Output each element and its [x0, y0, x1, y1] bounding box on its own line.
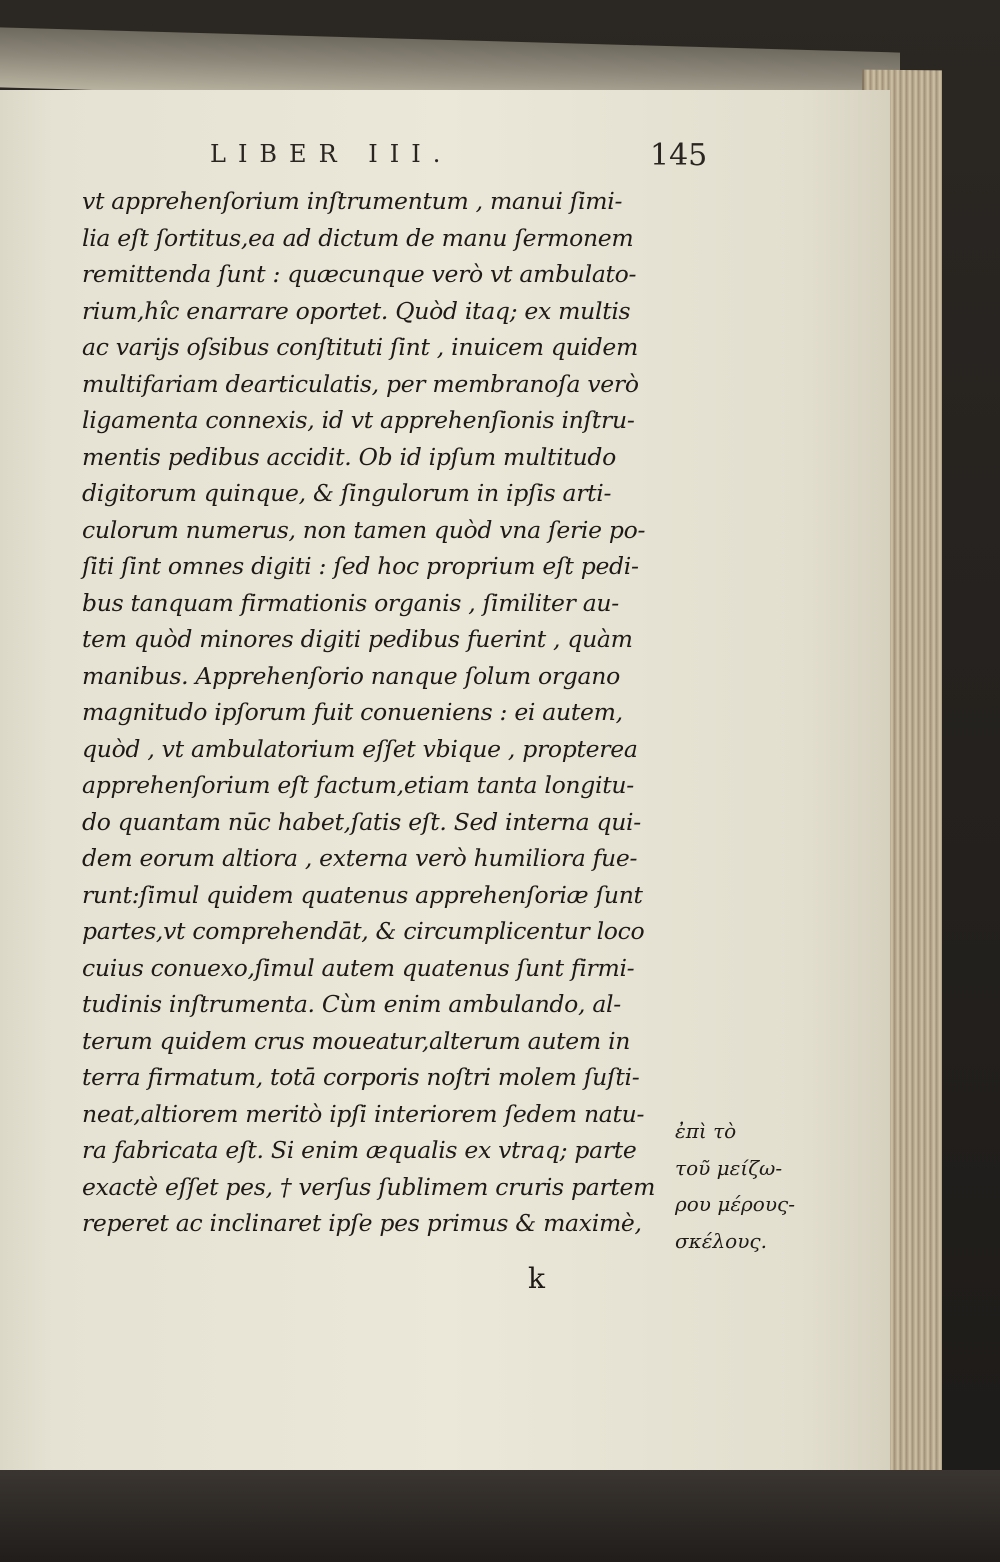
text-line: terum quidem crus moueatur,alterum autem in — [82, 1026, 631, 1055]
text-line: manibus. Apprehenſorio nanque ſolum organo — [82, 661, 620, 690]
signature-mark: k — [528, 1262, 545, 1295]
text-line: partes,vt comprehendāt, & circumplicentur loco — [82, 917, 645, 945]
greek-margin-note — [675, 1113, 815, 1259]
page-number: 145 — [650, 138, 708, 173]
text-line: remittenda ſunt : quæcunque verò vt ambulato- — [82, 260, 637, 288]
text-line: digitorum quinque, & ſingulorum in ipſis arti- — [82, 479, 612, 507]
photo-bottom-background — [0, 1470, 1000, 1562]
text-line: bus tanquam firmationis organis , ſimiliter au- — [82, 588, 619, 617]
text-line: neat,altiorem meritò ipſi interiorem ſedem natu- — [82, 1099, 645, 1128]
text-line: exactè eſſet pes, † verſus ſublimem cruris partem — [82, 1172, 656, 1201]
text-line: apprehenſorium eſt factum,etiam tanta longitu- — [82, 771, 634, 799]
margin-note-line: ρου μέρους- — [675, 1192, 795, 1216]
text-line: mentis pedibus accidit. Ob id ipſum multitudo — [82, 442, 616, 471]
text-line: tudinis inſtrumenta. Cùm enim ambulando, al- — [82, 990, 621, 1018]
text-line: lia eſt ſortitus,ea ad dictum de manu ſermonem — [82, 223, 634, 252]
margin-note-line: ἐπὶ τὸ — [675, 1119, 737, 1143]
text-line: multifariam dearticulatis, per membranoſa verò — [82, 369, 639, 398]
text-line: culorum numerus, non tamen quòd vna ſerie po- — [82, 515, 646, 544]
text-line: tem quòd minores digiti pedibus fuerint , quàm — [82, 625, 633, 653]
running-head: LIBER III. — [210, 140, 453, 168]
text-line: ra fabricata eſt. Si enim æqualis ex vtraq; parte — [82, 1136, 637, 1164]
text-line: ſiti ſint omnes digiti : ſed hoc proprium eſt pedi- — [82, 552, 639, 580]
text-line: reperet ac inclinaret ipſe pes primus & maximè, — [82, 1209, 642, 1237]
text-line: magnitudo ipſorum fuit conueniens : ei autem, — [82, 698, 623, 726]
text-line: rium,hîc enarrare oportet. Quòd itaq; ex multis — [82, 296, 631, 325]
text-line: ac varijs oſsibus conſtituti ſint , inuicem quidem — [82, 333, 638, 361]
margin-note-line: τοῦ μείζω- — [675, 1155, 783, 1180]
text-line: quòd , vt ambulatorium eſſet vbique , propterea — [82, 734, 638, 763]
text-line: do quantam nūc habet,ſatis eſt. Sed interna qui- — [82, 807, 641, 836]
text-line: vt apprehenſorium inſtrumentum , manui ſimi- — [82, 187, 623, 215]
text-line: dem eorum altiora , externa verò humiliora fue- — [82, 844, 638, 872]
text-line: runt:ſimul quidem quatenus apprehenſoriæ ſunt — [82, 880, 643, 909]
text-line: cuius conuexo,ſimul autem quatenus ſunt firmi- — [82, 953, 635, 982]
text-line: ligamenta connexis, id vt apprehenſionis inſtru- — [82, 406, 635, 434]
margin-note-line: σκέλους. — [675, 1228, 767, 1253]
text-line: terra firmatum, totā corporis noſtri molem ſuſti- — [82, 1063, 640, 1091]
body-text — [82, 183, 682, 1242]
